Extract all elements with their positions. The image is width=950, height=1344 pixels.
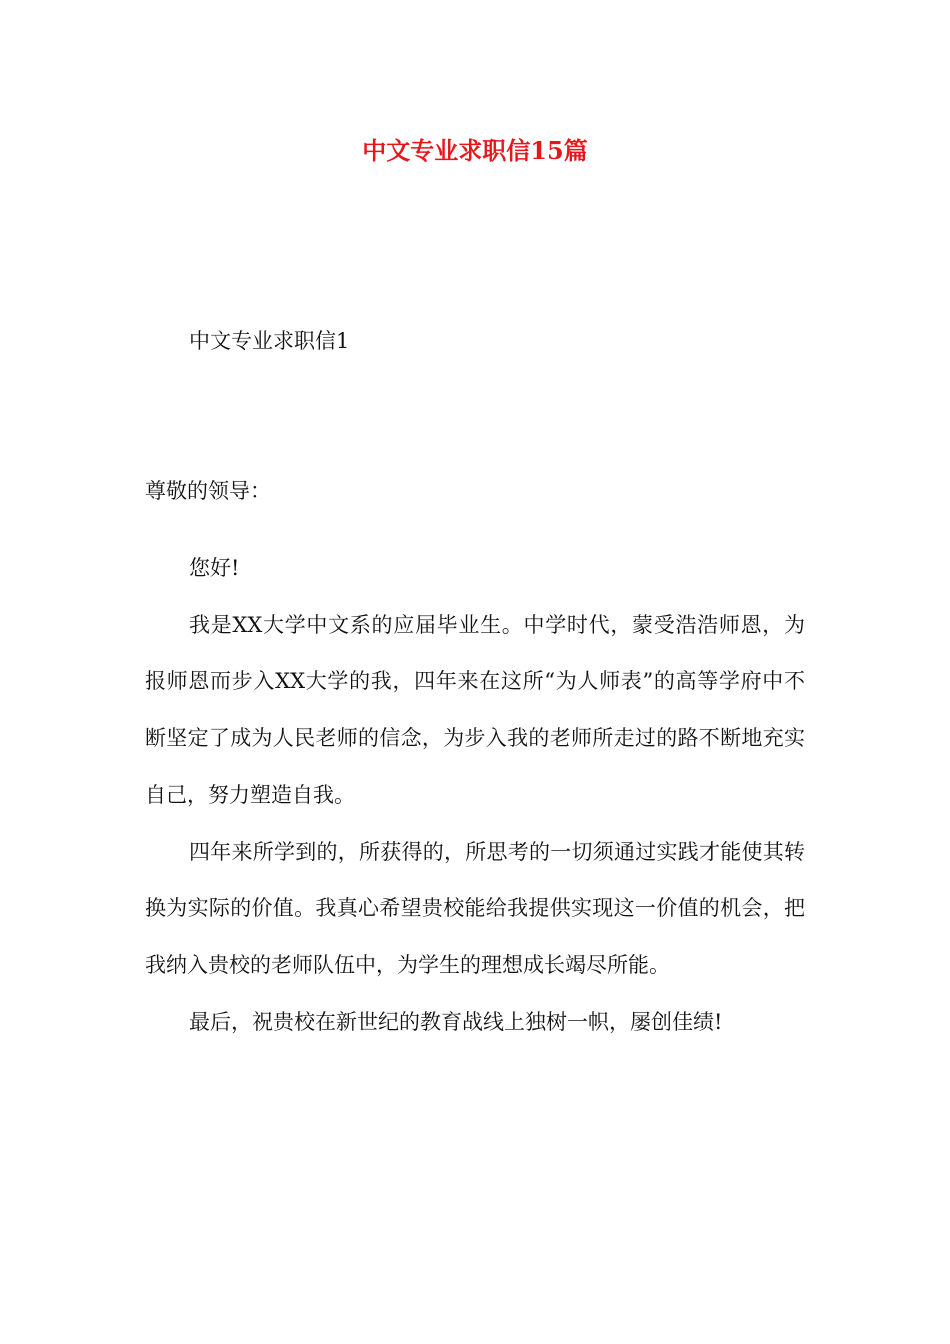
- salutation: 尊敬的领导：: [145, 479, 271, 503]
- body-paragraph: 四年来所学到的，所获得的，所思考的一切须通过实践才能使其转换为实际的价值。我真心希望贵校能给我提供实现这一价值的机会，把我纳入贵校的老师队伍中，为学生的理想成长竭尽所能。: [145, 839, 805, 977]
- greeting-paragraph: 您好!: [189, 556, 240, 580]
- document-title: 中文专业求职信15篇: [362, 136, 588, 165]
- closing-paragraph: 最后，祝贵校在新世纪的教育战线上独树一帜，屡创佳绩!: [189, 1009, 723, 1034]
- letter-body: [145, 540, 805, 1050]
- letter-heading: 中文专业求职信1: [189, 329, 350, 353]
- body-paragraph: 我是XX大学中文系的应届毕业生。中学时代，蒙受浩浩师恩，为报师恩而步入XX大学的我，四年来在这所“为人师表”的高等学府中不断坚定了成为人民老师的信念，为步入我的老师所走过的路不断地充实自己，努力塑造自我。: [145, 612, 805, 807]
